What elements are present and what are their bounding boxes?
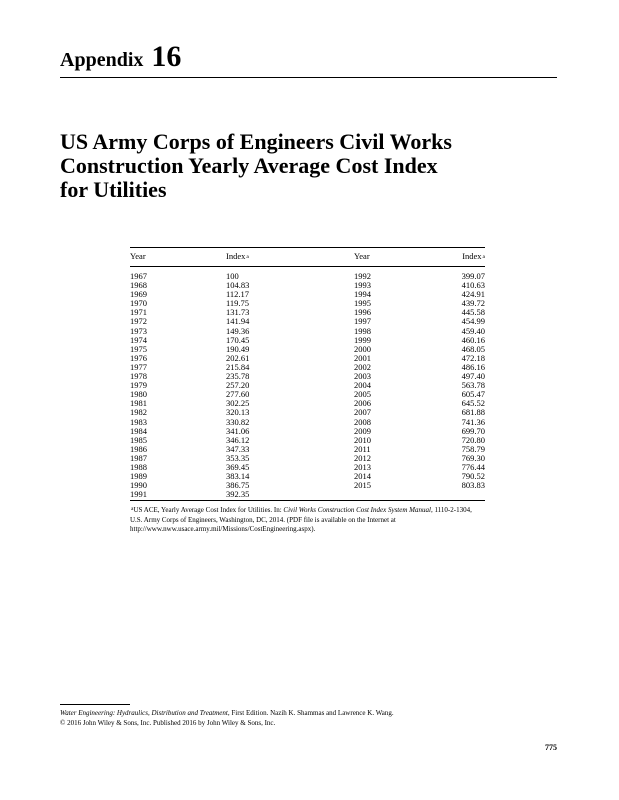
table-header bbox=[130, 248, 485, 266]
table-row bbox=[130, 271, 485, 280]
page-number: 775 bbox=[545, 743, 557, 752]
cost-index-table bbox=[130, 247, 485, 535]
heading-rule bbox=[60, 77, 557, 78]
cell-year-2: 1996 bbox=[354, 307, 371, 318]
table-row bbox=[130, 489, 485, 498]
cell-year-2: 1997 bbox=[354, 316, 371, 327]
cell-index-2: 460.16 bbox=[461, 334, 485, 345]
cell-index-2: 445.58 bbox=[461, 307, 485, 318]
table-row bbox=[130, 280, 485, 289]
cell-index-1: 119.75 bbox=[226, 298, 250, 309]
cell-index-1: 347.33 bbox=[226, 443, 250, 454]
cell-index-1: 277.60 bbox=[226, 389, 250, 400]
footnote-text-after: , 1110-2-1304, U.S. Army Corps of Engineers, Washington, DC, 2014. (PDF file is available on the Internet at http://www.nww.usace.army.mil/Missions/CostEngineering.aspx). bbox=[130, 506, 472, 534]
cell-index-1: 170.45 bbox=[226, 334, 250, 345]
title-line: for Utilities bbox=[60, 177, 167, 203]
cell-year-2: 2013 bbox=[354, 461, 371, 472]
cell-year-1: 1978 bbox=[130, 371, 147, 382]
cell-year-2: 2008 bbox=[354, 416, 371, 427]
cell-index-2: 563.78 bbox=[461, 380, 485, 391]
cell-year-2: 2009 bbox=[354, 425, 371, 436]
title-line: Construction Yearly Average Cost Index bbox=[60, 153, 438, 179]
cell-index-1: 353.35 bbox=[226, 452, 250, 463]
cell-year-1: 1988 bbox=[130, 461, 147, 472]
cell-year-1: 1984 bbox=[130, 425, 147, 436]
cell-year-2: 1999 bbox=[354, 334, 371, 345]
cell-index-1: 383.14 bbox=[226, 471, 250, 482]
cell-year-1: 1972 bbox=[130, 316, 147, 327]
cell-year-2: 1993 bbox=[354, 280, 371, 291]
cell-index-2: 439.72 bbox=[461, 298, 485, 309]
cell-year-1: 1968 bbox=[130, 280, 147, 291]
table-row bbox=[130, 344, 485, 353]
title-line: US Army Corps of Engineers Civil Works bbox=[60, 129, 452, 154]
cell-year-1: 1987 bbox=[130, 452, 147, 463]
cell-year-1: 1989 bbox=[130, 471, 147, 482]
table-row bbox=[130, 426, 485, 435]
appendix-number: 16 bbox=[151, 40, 182, 73]
cell-year-1: 1981 bbox=[130, 398, 147, 409]
table-row bbox=[130, 471, 485, 480]
cell-index-2: 468.05 bbox=[461, 343, 485, 354]
table-row bbox=[130, 389, 485, 398]
header-index-1: Index$^a$ bbox=[226, 251, 249, 261]
cell-year-1: 1986 bbox=[130, 443, 147, 454]
cell-year-1: 1991 bbox=[130, 489, 147, 500]
cell-year-1: 1970 bbox=[130, 298, 147, 309]
table-row bbox=[130, 362, 485, 371]
table-row bbox=[130, 407, 485, 416]
cell-index-2: 459.40 bbox=[461, 325, 485, 336]
cell-year-2: 2010 bbox=[354, 434, 371, 445]
cell-year-2: 2002 bbox=[354, 361, 371, 372]
cell-year-1: 1974 bbox=[130, 334, 147, 345]
table-row bbox=[130, 444, 485, 453]
table-row bbox=[130, 298, 485, 307]
cell-index-2: 790.52 bbox=[461, 471, 485, 482]
cell-year-2: 1998 bbox=[354, 325, 371, 336]
cell-year-2: 2006 bbox=[354, 398, 371, 409]
cell-year-1: 1976 bbox=[130, 352, 147, 363]
cell-year-1: 1967 bbox=[130, 271, 147, 281]
cell-index-2: 645.52 bbox=[461, 398, 485, 409]
publication-line-1 bbox=[60, 709, 394, 719]
publication-line-2: © 2016 John Wiley & Sons, Inc. Published 2016 by John Wiley & Sons, Inc. bbox=[60, 718, 276, 727]
table-row bbox=[130, 371, 485, 380]
table-row bbox=[130, 417, 485, 426]
table-row bbox=[130, 380, 485, 389]
header-superscript: a bbox=[482, 254, 485, 260]
cell-index-1: 257.20 bbox=[226, 380, 250, 391]
cell-year-2: 2004 bbox=[354, 380, 371, 391]
cell-year-1: 1973 bbox=[130, 325, 147, 336]
footnote-text-before: US ACE, Yearly Average Cost Index for Utilities. In: bbox=[133, 506, 284, 515]
cell-index-2: 454.99 bbox=[461, 316, 485, 327]
cell-index-2: 803.83 bbox=[461, 480, 485, 491]
appendix-word: Appendix bbox=[60, 49, 144, 71]
cell-index-1: 100 bbox=[226, 271, 239, 281]
cell-index-1: 141.94 bbox=[226, 316, 250, 327]
table-footnote bbox=[130, 506, 485, 535]
table-row bbox=[130, 307, 485, 316]
book-edition-authors: , First Edition. Nazih K. Shammas and Lawrence K. Wang. bbox=[227, 709, 394, 717]
cell-index-1: 330.82 bbox=[226, 416, 250, 427]
cell-year-2: 2005 bbox=[354, 389, 371, 400]
cell-index-2: 486.16 bbox=[461, 361, 485, 372]
cell-year-1: 1980 bbox=[130, 389, 147, 400]
cell-index-1: 112.17 bbox=[226, 289, 250, 300]
cell-year-1: 1969 bbox=[130, 289, 147, 300]
cell-index-2: 399.07 bbox=[461, 271, 485, 281]
cell-year-2: 2012 bbox=[354, 452, 371, 463]
cell-index-1: 341.06 bbox=[226, 425, 250, 436]
cell-index-1: 215.84 bbox=[226, 361, 250, 372]
cell-index-2: 472.18 bbox=[461, 352, 485, 363]
cell-year-2: 1992 bbox=[354, 271, 371, 281]
cell-index-2: 699.70 bbox=[461, 425, 485, 436]
cell-index-1: 386.75 bbox=[226, 480, 250, 491]
page-title bbox=[60, 130, 452, 203]
table-row bbox=[130, 289, 485, 298]
cell-index-2: 497.40 bbox=[461, 371, 485, 382]
table-body bbox=[130, 267, 485, 500]
cell-year-2: 2001 bbox=[354, 352, 371, 363]
table-row bbox=[130, 353, 485, 362]
table-row bbox=[130, 462, 485, 471]
cell-index-1: 202.61 bbox=[226, 352, 250, 363]
book-title: Water Engineering: Hydraulics, Distribution and Treatment bbox=[60, 709, 228, 717]
header-year-2: Year bbox=[354, 251, 370, 261]
cell-year-2: 2015 bbox=[354, 480, 371, 491]
table-row bbox=[130, 453, 485, 462]
table-row bbox=[130, 435, 485, 444]
cell-index-1: 302.25 bbox=[226, 398, 250, 409]
footnote-marker: a bbox=[131, 506, 134, 513]
cell-year-2: 2000 bbox=[354, 343, 371, 354]
cell-year-1: 1983 bbox=[130, 416, 147, 427]
cell-year-1: 1990 bbox=[130, 480, 147, 491]
cell-index-2: 605.47 bbox=[461, 389, 485, 400]
publication-info bbox=[60, 709, 394, 728]
cell-year-1: 1982 bbox=[130, 407, 147, 418]
cell-index-2: 741.36 bbox=[461, 416, 485, 427]
cell-year-1: 1979 bbox=[130, 380, 147, 391]
cell-year-2: 1994 bbox=[354, 289, 371, 300]
cell-index-1: 369.45 bbox=[226, 461, 250, 472]
cell-index-2: 410.63 bbox=[461, 280, 485, 291]
cell-index-1: 190.49 bbox=[226, 343, 250, 354]
cell-year-2: 2011 bbox=[354, 443, 371, 454]
cell-year-2: 1995 bbox=[354, 298, 371, 309]
table-bottom-rule bbox=[130, 500, 485, 501]
cell-index-2: 720.80 bbox=[461, 434, 485, 445]
cell-year-2: 2014 bbox=[354, 471, 371, 482]
cell-index-1: 392.35 bbox=[226, 489, 250, 500]
cell-index-2: 776.44 bbox=[461, 461, 485, 472]
table-row bbox=[130, 398, 485, 407]
cell-year-2: 2007 bbox=[354, 407, 371, 418]
header-year-1: Year bbox=[130, 251, 146, 261]
appendix-heading bbox=[60, 40, 181, 74]
cell-index-1: 320.13 bbox=[226, 407, 250, 418]
table-row bbox=[130, 480, 485, 489]
cell-index-2: 424.91 bbox=[461, 289, 485, 300]
cell-index-1: 104.83 bbox=[226, 280, 250, 291]
header-index-2: Index$^a$ bbox=[462, 251, 485, 261]
cell-index-1: 149.36 bbox=[226, 325, 250, 336]
cell-year-1: 1971 bbox=[130, 307, 147, 318]
cell-index-2: 769.30 bbox=[461, 452, 485, 463]
cell-index-1: 131.73 bbox=[226, 307, 250, 318]
cell-year-1: 1977 bbox=[130, 361, 147, 372]
publication-rule bbox=[60, 704, 130, 705]
cell-index-1: 235.78 bbox=[226, 371, 250, 382]
cell-index-2: 681.88 bbox=[461, 407, 485, 418]
table-row bbox=[130, 316, 485, 325]
cell-year-2: 2003 bbox=[354, 371, 371, 382]
header-superscript: a bbox=[246, 254, 249, 260]
table-row bbox=[130, 335, 485, 344]
cell-year-1: 1985 bbox=[130, 434, 147, 445]
footnote-italic-title: Civil Works Construction Cost Index System Manual bbox=[283, 506, 431, 515]
cell-index-1: 346.12 bbox=[226, 434, 250, 445]
cell-index-2: 758.79 bbox=[461, 443, 485, 454]
table-row bbox=[130, 326, 485, 335]
cell-year-1: 1975 bbox=[130, 343, 147, 354]
